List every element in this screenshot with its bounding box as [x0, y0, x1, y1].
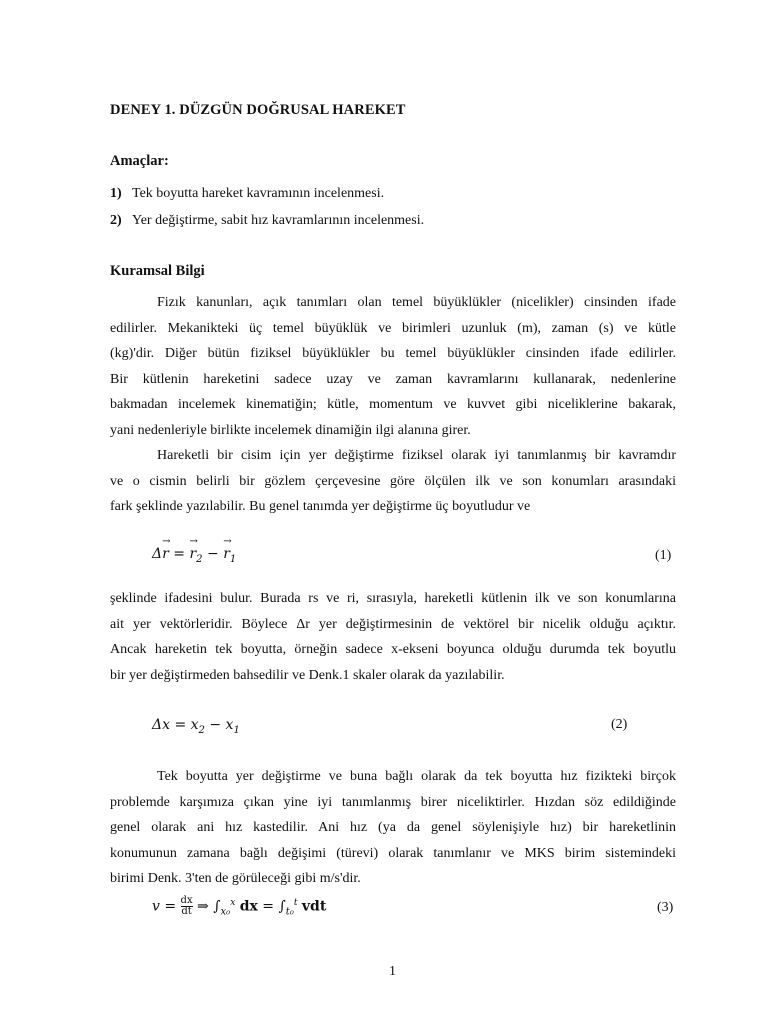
equation-3-number: (3): [657, 900, 674, 915]
goals-heading: Amaçlar:: [110, 153, 169, 169]
text-line: genel olarak ani hız kastedilir. Ani hız (ya da genel söylenişiyle hız) bir hareketlinin: [110, 820, 676, 836]
goal-item-1: [110, 186, 384, 202]
text-line: şeklinde ifadesini bulur. Burada rs ve ri, sırasıyla, hareketli kütlenin ilk ve son konumlarına: [110, 591, 676, 606]
text-line: Ancak hareketin tek boyutta, örneğin sadece x-ekseni boyunca olduğu durumda tek boyutlu: [110, 642, 676, 658]
text-line: birimi Denk. 3'ten de görüleceği gibi m/s'dir.: [110, 871, 361, 887]
theory-heading: Kuramsal Bilgi: [110, 263, 205, 279]
text-line: yani nedenleriyle birlikte incelemek dinamiğin ilgi alanına girer.: [110, 422, 471, 438]
text-line: Fizık kanunları, açık tanımları olan temel büyüklükler (nicelikler) cinsinden ifade: [157, 295, 676, 310]
goal-text: Yer değiştirme, sabit hız kavramlarının incelenmesi.: [132, 213, 425, 228]
text-line: problemde karşımıza çıkan yine iyi tanımlanmış birer niceliktirler. Hızdan söz edildiğinde: [110, 794, 676, 810]
equation-2-number: (2): [611, 717, 628, 732]
equation-3: v = $\frac{dx}{dt}$ ⇒ $\int_{x_0}^x$ dx = $\int_{t_0}^t$ vdt: [152, 895, 327, 918]
paragraph-3: [110, 586, 676, 688]
goal-text: Tek boyutta hareket kavramının incelenmesi.: [132, 186, 385, 201]
paragraph-4: [110, 764, 676, 892]
text-line: (kg)'dir. Diğer bütün fiziksel büyüklükler bu temel büyüklükler cinsinden ifade edilirler.: [110, 346, 676, 362]
text-line: fark şeklinde yazılabilir. Bu genel tanımda yer değiştirme üç boyutludur ve: [110, 499, 531, 515]
text-line: Hareketli bir cisim için yer değiştirme fiziksel olarak iyi tanımlanmış bir kavramdır: [157, 448, 676, 463]
goal-number: 2): [110, 213, 122, 228]
equation-2: $\Delta x = x_2 - x_1$: [152, 717, 240, 736]
goal-item-2: [110, 213, 424, 229]
equation-1: Δ→ r = → $r_2$ − → $r_1$: [152, 546, 236, 565]
paragraph-2: [110, 443, 676, 520]
equation-1-number: (1): [655, 548, 672, 563]
goal-number: 1): [110, 186, 122, 201]
document-title: DENEY 1. DÜZGÜN DOĞRUSAL HAREKET: [110, 102, 406, 118]
text-line: ve o cismin belirli bir gözlem çerçevesine göre ölçülen ilk ve son konumları arasındaki: [110, 473, 676, 489]
text-line: bakmadan incelemek kinematiğin; kütle, momentum ve kuvvet gibi niceliklerine bakarak,: [110, 397, 676, 413]
text-line: bir yer değiştirmeden bahsedilir ve Denk.1 skaler olarak da yazılabilir.: [110, 667, 505, 683]
text-line: Tek boyutta yer değiştirme ve buna bağlı olarak da tek boyutta hız fizikteki birçok: [157, 769, 676, 784]
text-line: Bir kütlenin hareketini sadece uzay ve zaman kavramlarını kullanarak, nedenlerine: [110, 371, 676, 387]
text-line: ait yer vektörleridir. Böylece Δr yer değiştirmesinin de vektörel bir nicelik olduğu açıktır.: [110, 616, 676, 632]
paragraph-1: [110, 290, 676, 444]
text-line: edilirler. Mekanikteki üç temel büyüklük ve birimleri uzunluk (m), zaman (s) ve kütle: [110, 320, 676, 336]
text-line: konumunun zamana bağlı değişimi (türevi) olarak tanımlanır ve MKS birim sistemindeki: [110, 845, 676, 861]
page-number: 1: [389, 964, 396, 979]
